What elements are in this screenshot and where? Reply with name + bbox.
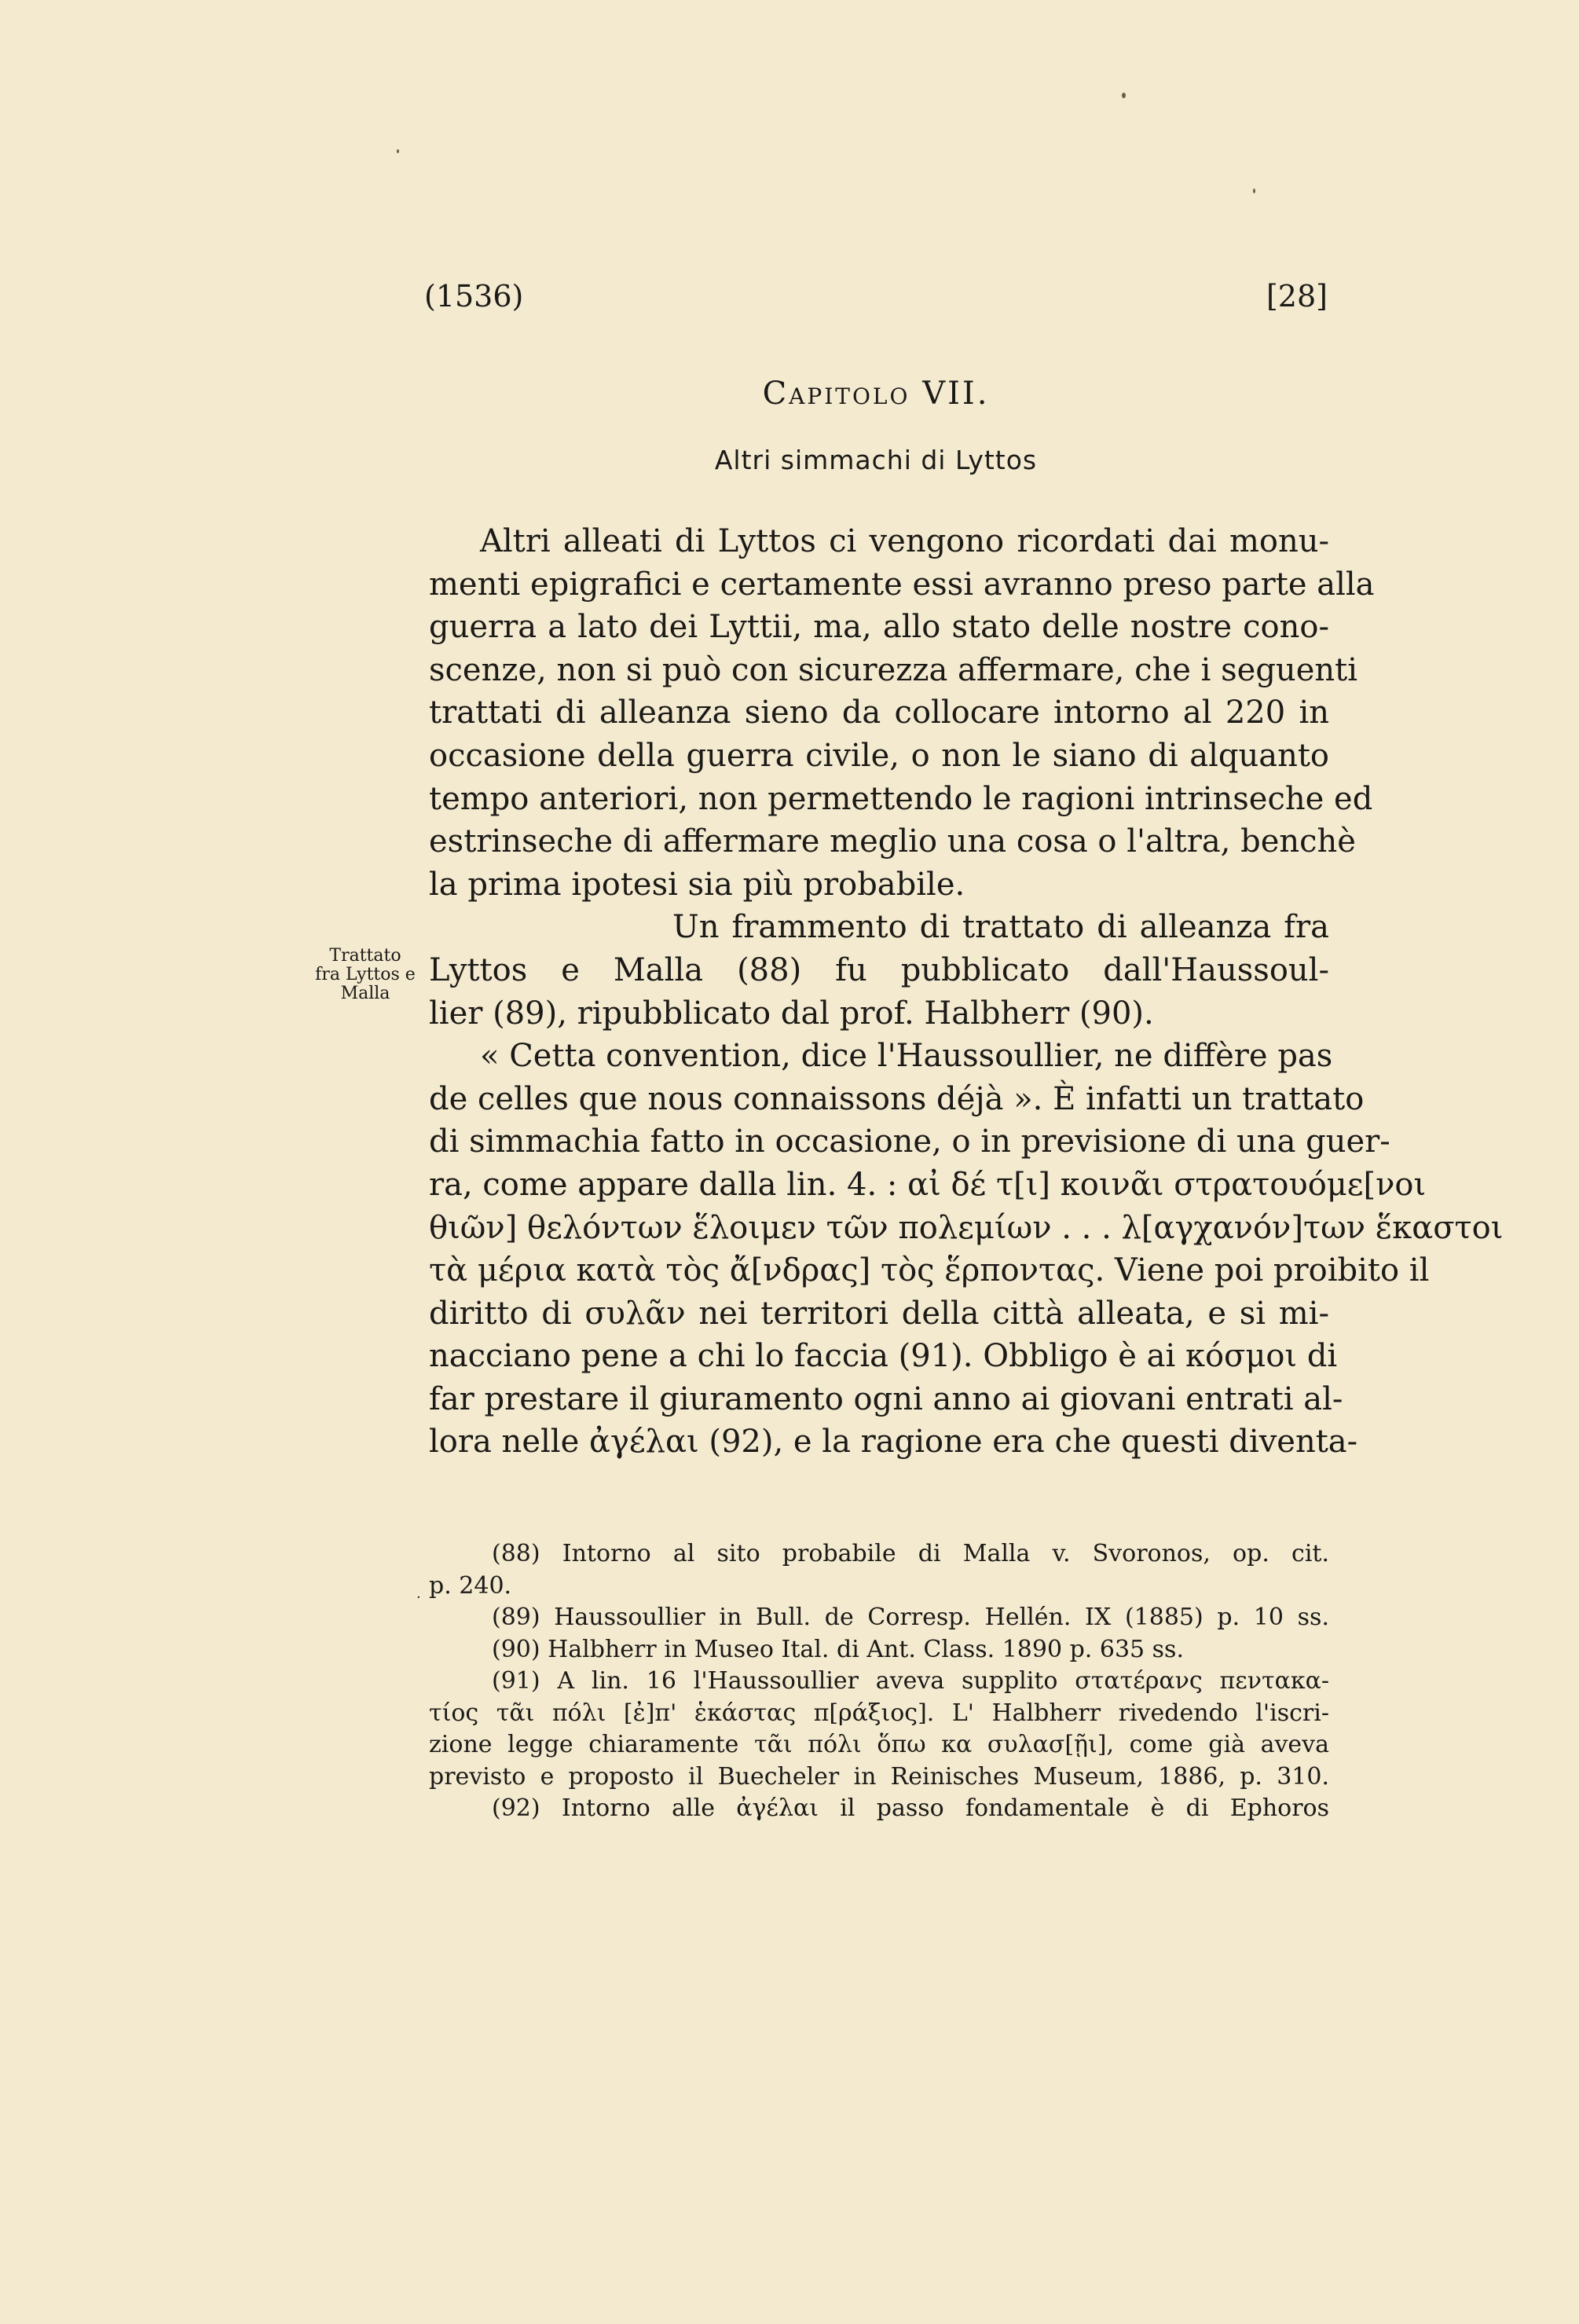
body-line: trattati di alleanza sieno da collocare intorno al 220 in <box>429 695 1329 731</box>
body-line: menti epigrafici e certamente essi avranno preso parte alla <box>429 566 1375 603</box>
footnote-line: (88) Intorno al sito probabile di Malla v. Svoronos, op. cit. <box>492 1540 1329 1567</box>
body-line: occasione della guerra civile, o non le siano di alquanto <box>429 737 1329 774</box>
chapter-number: VII. <box>922 376 990 412</box>
footnote-line: previsto e proposto il Buecheler in Reinisches Museum, 1886, p. 310. <box>429 1762 1329 1791</box>
section-title: Altri simmachi di Lyttos <box>714 445 1038 475</box>
body-line: Lyttos e Malla (88) fu pubblicato dall'Haussoul- <box>429 951 1329 988</box>
footnote-line: p. 240. <box>429 1571 512 1600</box>
page-number-right: [28] <box>1266 279 1328 313</box>
body-line: scenze, non si può con sicurezza affermare, che i seguenti <box>429 651 1357 688</box>
body-line: lora nelle ἀγέλαι (92), e la ragione era che questi diventa- <box>429 1424 1358 1461</box>
body-line: tempo anteriori, non permettendo le ragioni intrinseche ed <box>429 780 1373 817</box>
body-line: Un frammento di trattato di alleanza fra <box>672 909 1329 946</box>
footnote-bullet: · <box>416 1589 421 1606</box>
body-line: « Cetta convention, dice l'Haussoullier, ne diffère pas <box>480 1038 1333 1075</box>
body-line: di simmachia fatto in occasione, o in previsione di una guer- <box>429 1124 1390 1160</box>
footnote-line: zione legge chiaramente τᾶι πόλι ὅπω κα συλασ[ῇι], come già aveva <box>429 1731 1329 1758</box>
footnotes <box>429 1538 1329 1825</box>
body-line: τὰ μέρια κατὰ τὸς ἄ[νδρας] τὸς ἕρποντας. Viene poi proibito il <box>429 1252 1430 1289</box>
body-line: nacciano pene a chi lo faccia (91). Obbligo è ai κόσμοι di <box>429 1338 1338 1375</box>
page-header <box>424 279 1328 326</box>
body-line: Altri alleati di Lyttos ci vengono ricordati dai monu- <box>480 523 1329 559</box>
paper-speck <box>1253 189 1255 193</box>
body-line: de celles que nous connaissons déjà ». È infatti un trattato <box>429 1080 1365 1117</box>
body-line: estrinseche di affermare meglio una cosa o l'altra, benchè <box>429 823 1356 860</box>
chapter-heading <box>0 376 1579 412</box>
paper-speck <box>1122 93 1126 98</box>
body-line: far prestare il giuramento ogni anno ai giovani entrati al- <box>429 1380 1343 1417</box>
body-line: guerra a lato dei Lyttii, ma, allo stato delle nostre cono- <box>429 609 1329 646</box>
body-line: diritto di συλᾶν nei territori della città alleata, e si mi- <box>429 1295 1329 1332</box>
body-line: θιῶν] θελόντων ἕλοιμεν τῶν πολεμίων . . . λ[αγχανόν]των ἕκαστοι <box>429 1209 1504 1246</box>
margin-note-line: fra Lyttos e Malla <box>315 965 416 1003</box>
body-line: ra, come appare dalla lin. 4. : αἰ δέ τ[ι] κοινᾶι στρατουόμε[νοι <box>429 1166 1427 1203</box>
page-number-left: (1536) <box>424 279 524 313</box>
body-line: lier (89), ripubblicato dal prof. Halbherr (90). <box>429 995 1154 1032</box>
body-text <box>429 520 1504 1464</box>
margin-note-line: Trattato <box>329 946 401 966</box>
footnote-line: (89) Haussoullier in Bull. de Corresp. Hellén. IX (1885) p. 10 ss. <box>492 1604 1329 1631</box>
paper-speck <box>397 149 399 153</box>
footnote-line: (92) Intorno alle ἀγέλαι il passo fondamentale è di Ephoros <box>492 1794 1329 1822</box>
chapter-prefix: Capitolo <box>762 376 910 412</box>
footnote-line: (90) Halbherr in Museo Ital. di Ant. Class. 1890 p. 635 ss. <box>492 1635 1184 1663</box>
body-line: la prima ipotesi sia più probabile. <box>429 866 965 903</box>
footnote-line: (91) A lin. 16 l'Haussoullier aveva supplito στατέρανς πεντακα- <box>492 1667 1329 1695</box>
footnote-line: τίος τᾶι πόλι [ἐ]π' ἑκάστας π[ράξιος]. L' Halbherr rivedendo l'iscri- <box>429 1699 1329 1727</box>
margin-note <box>302 947 428 1003</box>
